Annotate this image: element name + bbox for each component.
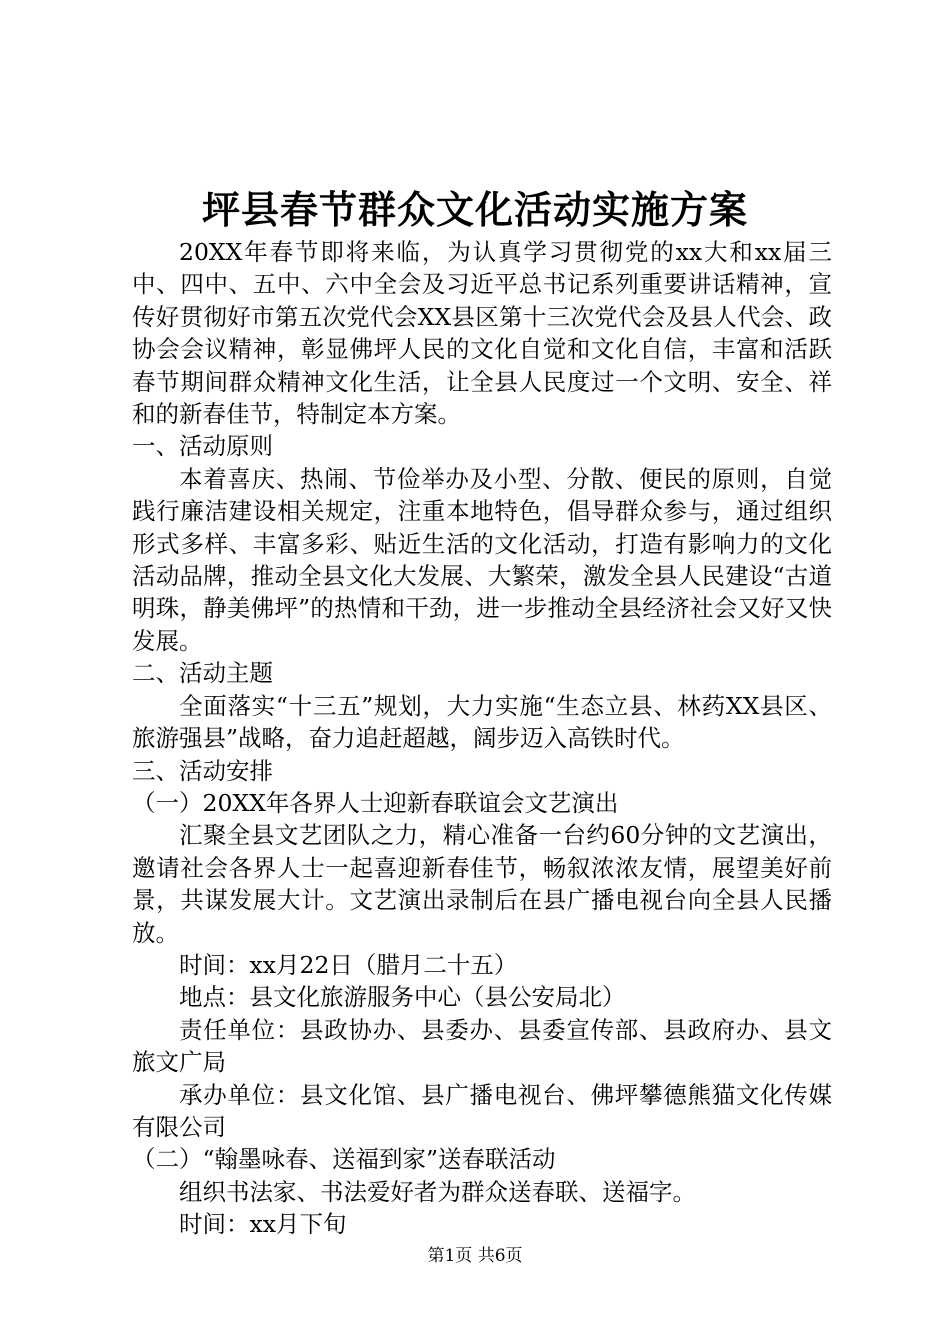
couplets-time: 时间：xx月下旬 [179,1210,347,1239]
subsection-heading-performance: （一）20XX年各界人士迎新春联谊会文艺演出 [132,788,619,817]
performance-paragraph: 汇聚全县文艺团队之力，精心准备一台约60分钟的文艺演出，邀请社会各界人士一起喜迎新春佳节，畅叙浓浓友情，展望美好前景，共谋发展大计。文艺演出录制后在县广播电视台向全县人民播放。 [132,821,832,947]
performance-organizer-units: 承办单位：县文化馆、县广播电视台、佛坪攀德熊猫文化传媒有限公司 [132,1080,832,1141]
theme-paragraph: 全面落实“十三五”规划，大力实施“生态立县、林药XX县区、旅游强县”战略，奋力追赶超越，阔步迈入高铁时代。 [132,691,832,753]
section-heading-theme: 二、活动主题 [132,659,273,688]
document-title: 坪县春节群众文化活动实施方案 [201,187,748,232]
page-footer: 第1页 共6页 [427,1246,523,1266]
performance-location: 地点：县文化旅游服务中心（县公安局北） [179,983,626,1012]
document-body [132,236,832,1241]
intro-paragraph: 20XX年春节即将来临，为认真学习贯彻党的xx大和xx届三中、四中、五中、六中全会及习近平总书记系列重要讲话精神，宣传好贯彻好市第五次党代会XX县区第十三次党代会及县人代会、政协会会议精神，彰显佛坪人民的文化自觉和文化自信，丰富和活跃春节期间群众精神文化生活，让全县人民度过一个文明、安全、祥和的新春佳节，特制定本方案。 [132,238,832,429]
section-heading-arrangements: 三、活动安排 [132,756,273,785]
subsection-heading-couplets: （二）“翰墨咏春、送福到家”送春联活动 [132,1145,556,1174]
performance-time: 时间：xx月22日（腊月二十五） [179,950,518,979]
section-heading-principles: 一、活动原则 [132,432,273,461]
couplets-paragraph: 组织书法家、书法爱好者为群众送春联、送福字。 [179,1177,696,1206]
principles-paragraph: 本着喜庆、热闹、节俭举办及小型、分散、便民的原则，自觉践行廉洁建设相关规定，注重本地特色，倡导群众参与，通过组织形式多样、丰富多彩、贴近生活的文化活动，打造有影响力的文化活动品牌，推动全县文化大发展、大繁荣，激发全县人民建设“古道明珠，静美佛坪”的热情和干劲，进一步推动全县经济社会又好又快发展。 [132,464,832,655]
performance-responsible-units: 责任单位：县政协办、县委办、县委宣传部、县政府办、县文旅文广局 [132,1015,832,1077]
